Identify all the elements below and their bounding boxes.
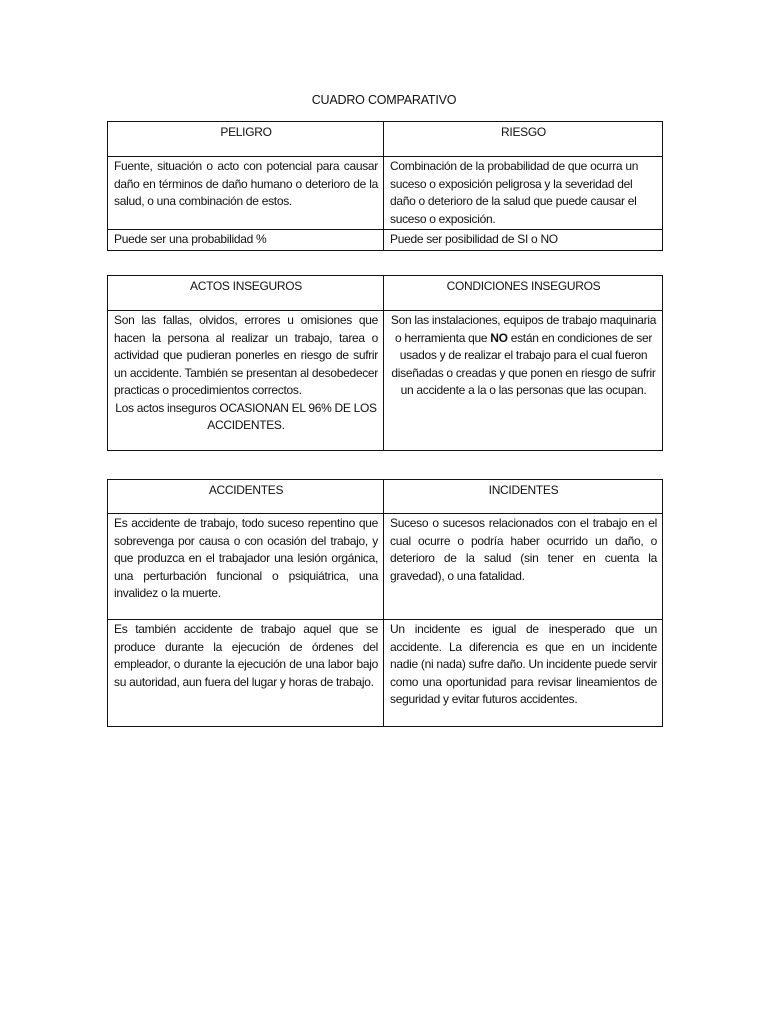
table-row	[108, 157, 663, 230]
table-header-row	[108, 276, 663, 311]
condiciones-text-emphasis: NO	[490, 330, 508, 345]
table-row	[108, 311, 663, 451]
table-row	[108, 620, 663, 727]
peligro-measure: Puede ser una probabilidad %	[108, 230, 384, 251]
riesgo-definition: Combinación de la probabilidad de que ocurra un suceso o exposición peligrosa y la severidad del daño o deterioro de la salud que puede causar el suceso o exposición.	[384, 157, 663, 230]
table-row	[108, 514, 663, 620]
actos-inseguros-cell	[108, 311, 384, 451]
condiciones-text-end: están en condiciones de ser usados y de realizar el trabajo para el cual fueron diseñadas o creadas y que ponen en riesgo de sufrir un accidente a la o las personas que las ocupan.	[391, 330, 656, 397]
header-riesgo: RIESGO	[384, 122, 663, 157]
actos-inseguros-statistic: Los actos inseguros OCASIONAN EL 96% DE LOS ACCIDENTES.	[115, 400, 377, 432]
actos-inseguros-definition: Son las fallas, olvidos, errores u omisiones que hacen la persona al realizar un trabajo, tarea o actividad que pudieran ponerles en riesgo de sufrir un accidente. También se presentan al desobedecer practicas o procedimientos correctos.	[114, 313, 378, 397]
header-condiciones-inseguros: CONDICIONES INSEGUROS	[384, 276, 663, 311]
comparison-table-accidentes-incidentes	[107, 479, 663, 727]
table-header-row	[108, 480, 663, 514]
header-incidentes: INCIDENTES	[384, 480, 663, 514]
condiciones-text-start: Son las instalaciones, equipos de trabajo maquinaria o herramienta que	[390, 313, 657, 345]
condiciones-inseguros-definition	[384, 311, 663, 451]
riesgo-measure: Puede ser posibilidad de SI o NO	[384, 230, 663, 251]
table-row	[108, 230, 663, 251]
table-header-row	[108, 122, 663, 157]
comparison-table-actos-condiciones	[107, 275, 663, 451]
header-accidentes: ACCIDENTES	[108, 480, 384, 514]
incidente-explanation: Un incidente es igual de inesperado que un accidente. La diferencia es que en un incidente nadie (ni nada) sufre daño. Un incidente puede servir como una oportunidad para revisar lineamientos de seguridad y evitar futuros accidentes.	[384, 620, 663, 727]
accidente-extension: Es también accidente de trabajo aquel que se produce durante la ejecución de órdenes del empleador, o durante la ejecución de una labor bajo su autoridad, aun fuera del lugar y horas de trabajo.	[108, 620, 384, 727]
header-actos-inseguros: ACTOS INSEGUROS	[108, 276, 384, 311]
incidente-definition: Suceso o sucesos relacionados con el trabajo en el cual ocurre o podría haber ocurrido un daño, o deterioro de la salud (sin tener en cuenta la gravedad), o una fatalidad.	[384, 514, 663, 620]
comparison-table-peligro-riesgo	[107, 121, 663, 251]
peligro-definition: Fuente, situación o acto con potencial para causar daño en términos de daño humano o deterioro de la salud, o una combinación de estos.	[108, 157, 384, 230]
page-title: CUADRO COMPARATIVO	[311, 93, 457, 107]
accidente-definition: Es accidente de trabajo, todo suceso repentino que sobrevenga por causa o con ocasión del trabajo, y que produzca en el trabajador una lesión orgánica, una perturbación funcional o psiquiátrica, una invalidez o la muerte.	[108, 514, 384, 620]
header-peligro: PELIGRO	[108, 122, 384, 157]
